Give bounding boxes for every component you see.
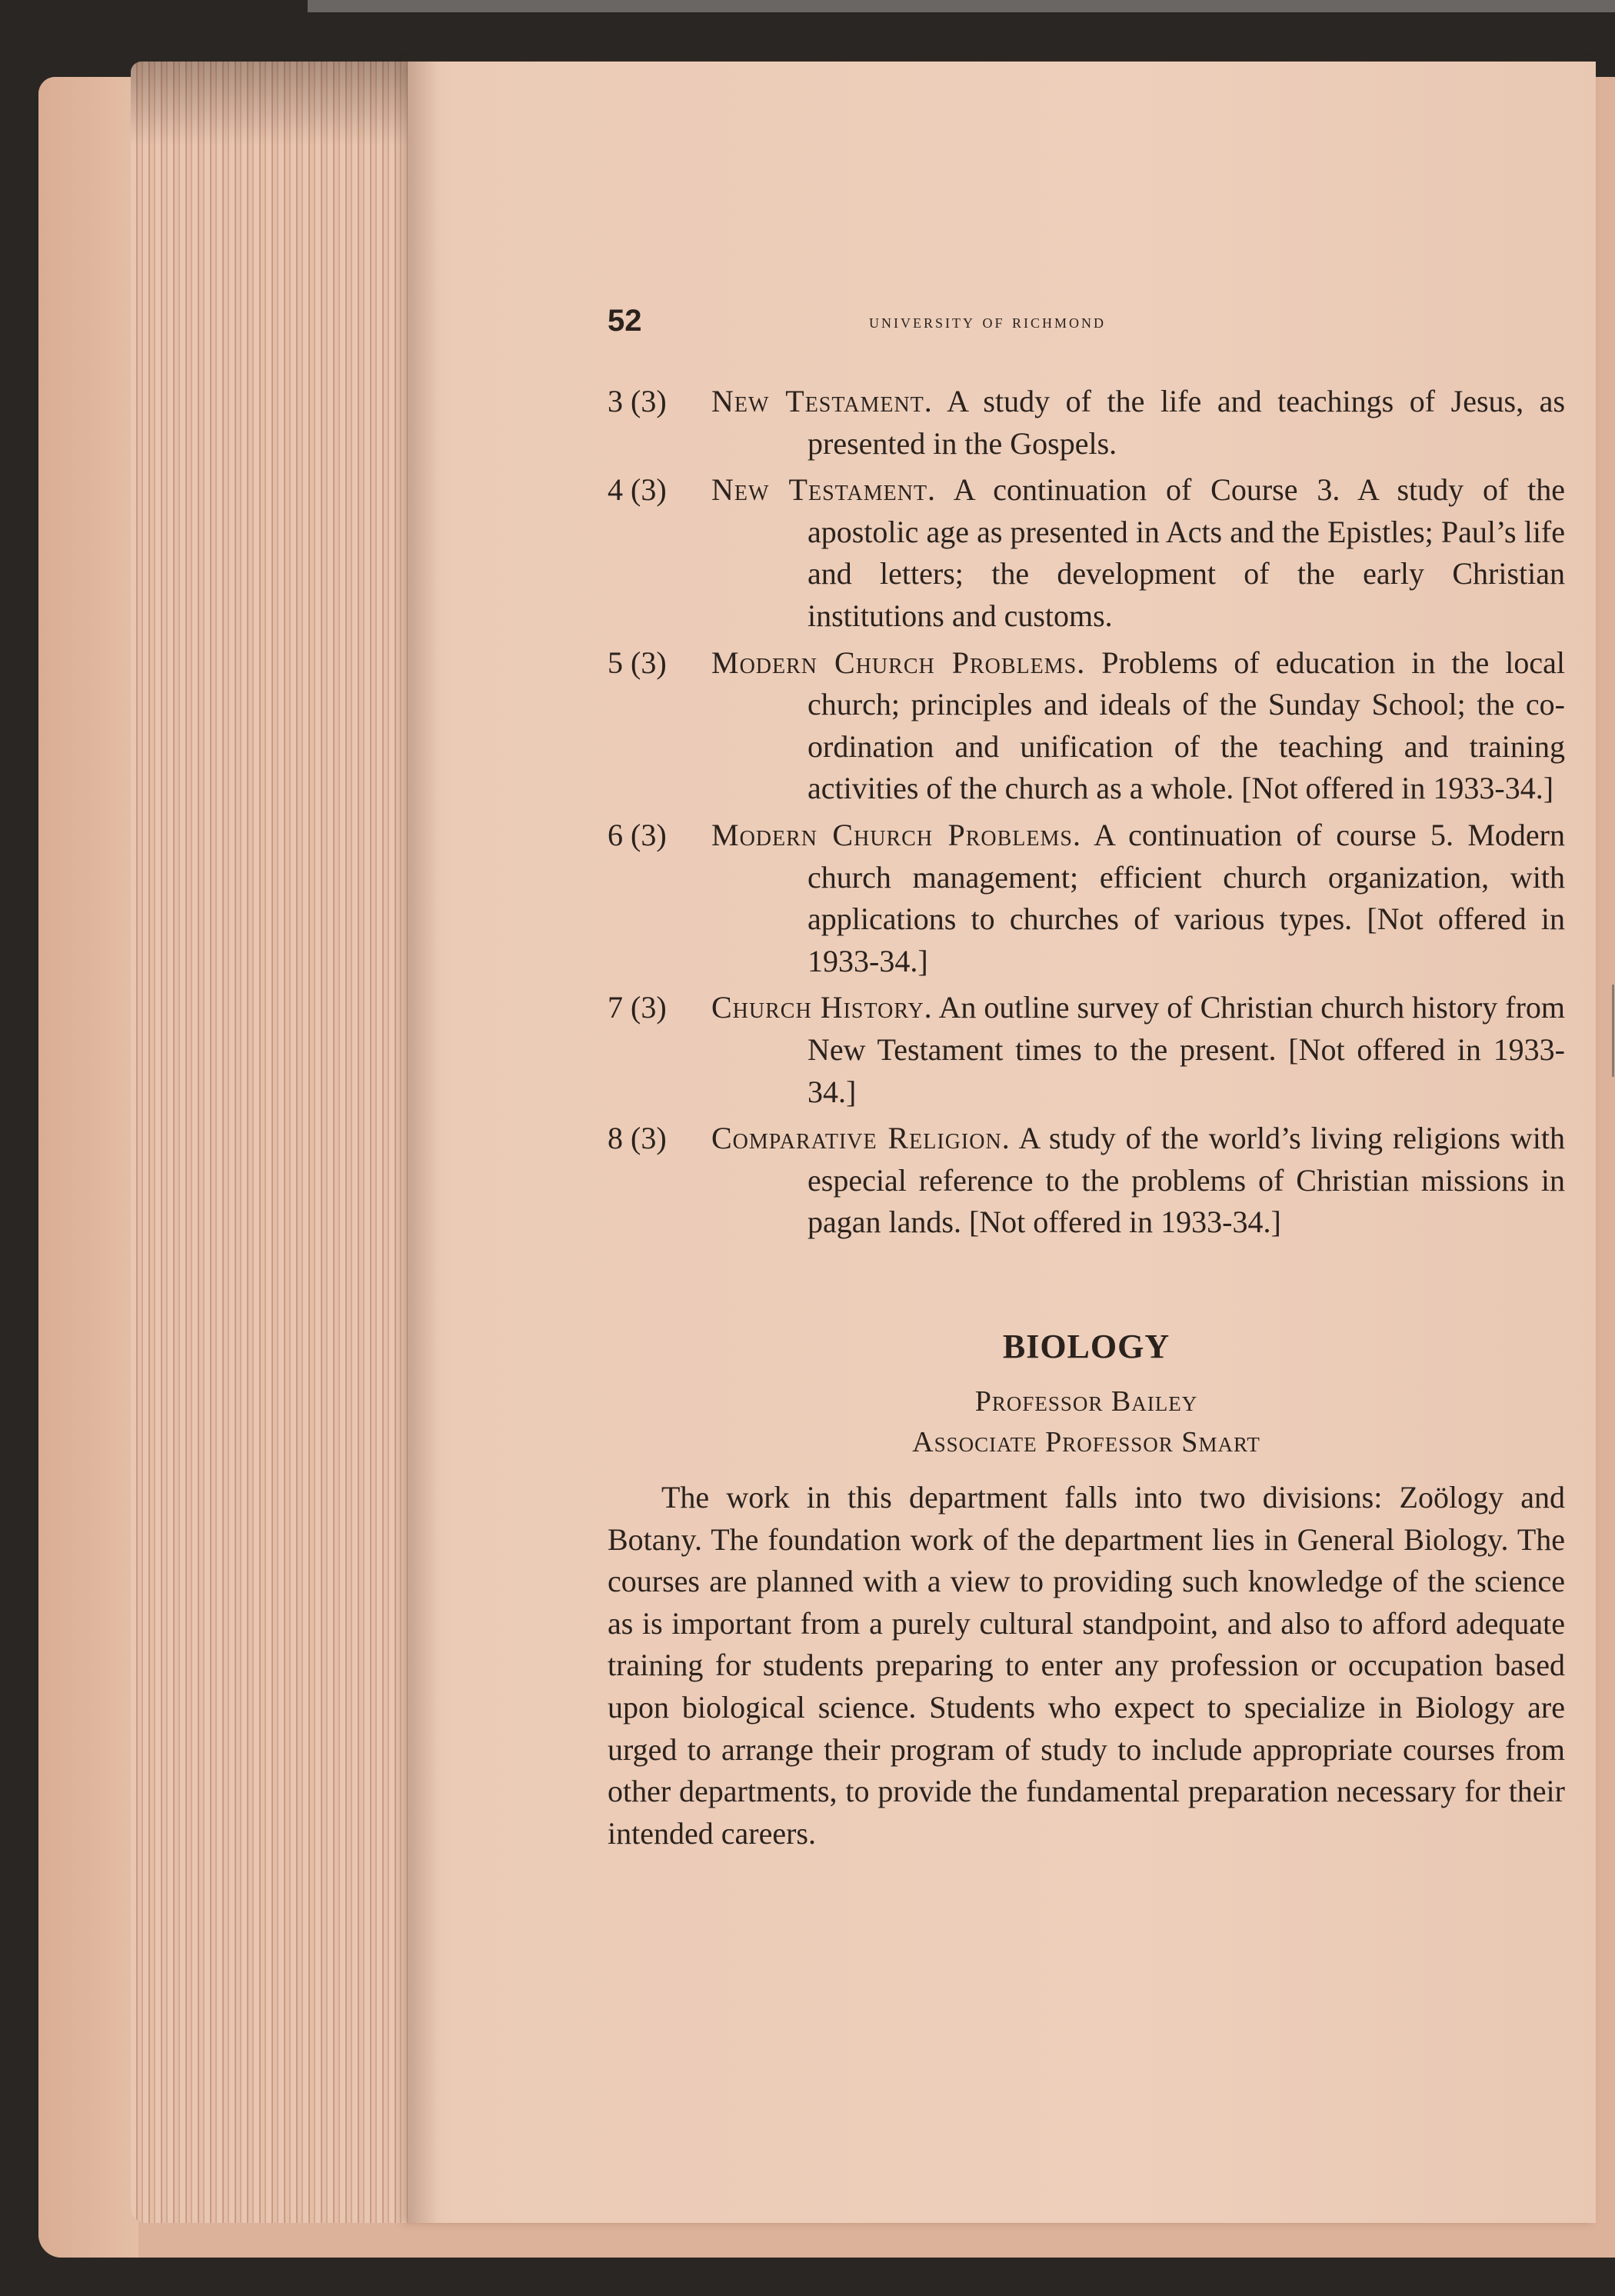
course-title: Church History. bbox=[711, 990, 933, 1025]
course-text bbox=[711, 1118, 1565, 1244]
course-text bbox=[711, 815, 1565, 982]
course-description: Problems of education in the local church; principles and ideals of the Sunday School; the co-ordination and unification of the teaching and training activities of the church as a whole. [Not offered in 1933-34.] bbox=[808, 645, 1565, 806]
course-text bbox=[711, 469, 1565, 637]
course-number: 3 (3) bbox=[608, 384, 667, 418]
course-entry bbox=[608, 469, 1565, 637]
course-number: 8 (3) bbox=[608, 1121, 667, 1156]
page-header bbox=[608, 304, 1561, 342]
course-entry bbox=[608, 381, 1565, 465]
course-description: A continuation of Course 3. A study of the apostolic age as presented in Acts and the Epistles; Paul’s life and letters; the development of the early Christian institutions and customs. bbox=[808, 472, 1565, 633]
faculty-name: Associate Professor Smart bbox=[912, 1426, 1260, 1458]
course-list bbox=[608, 381, 1565, 1248]
course-text bbox=[711, 642, 1565, 810]
course-entry bbox=[608, 815, 1565, 982]
department-intro-paragraph: The work in this department falls into two divisions: Zoölogy and Botany. The foundation work of the department lies in General Biology. The courses are planned with a view to providing such knowledge of the science as is important from a purely cultural standpoint, and also to afford adequate training for students preparing to enter any profession or occupation based upon biological science. Students who expect to specialize in Biology are urged to arrange their program of study to include appropriate courses from other departments, to provide the fundamental preparation necessary for their intended careers. bbox=[608, 1480, 1565, 1851]
course-number: 6 (3) bbox=[608, 817, 667, 852]
course-entry bbox=[608, 987, 1565, 1113]
course-title: Modern Church Problems. bbox=[711, 645, 1086, 680]
faculty-name: Professor Bailey bbox=[974, 1385, 1198, 1418]
scan-top-strip bbox=[308, 0, 1615, 12]
course-description: A study of the life and teachings of Jesus, as presented in the Gospels. bbox=[808, 384, 1566, 461]
course-description: A study of the world’s living religions with especial reference to the problems of Christian missions in pagan lands. [Not offered in 1933-34.] bbox=[808, 1121, 1565, 1240]
course-number: 4 (3) bbox=[608, 472, 667, 508]
spine-shadow bbox=[408, 62, 438, 2223]
section-heading: BIOLOGY bbox=[1002, 1328, 1170, 1365]
page-number: 52 bbox=[608, 304, 642, 338]
course-entry bbox=[608, 1118, 1565, 1244]
course-number: 5 (3) bbox=[608, 645, 667, 680]
course-description: An outline survey of Christian church history from New Testament times to the present. [Not offered in 1933-34.] bbox=[808, 990, 1566, 1109]
course-number: 7 (3) bbox=[608, 990, 667, 1025]
course-description: A continuation of course 5. Modern church management; efficient church organization, with applications to churches of various types. [Not offered in 1933-34.] bbox=[808, 817, 1565, 978]
course-title: Modern Church Problems. bbox=[711, 817, 1081, 852]
course-entry bbox=[608, 642, 1565, 810]
book-page-edges bbox=[131, 62, 423, 2223]
book-back-cover-shade bbox=[38, 77, 138, 2258]
course-title: Comparative Religion. bbox=[711, 1121, 1011, 1156]
course-title: New Testament. bbox=[711, 384, 933, 418]
scan-edge-mark bbox=[1612, 985, 1614, 1077]
running-head: university of richmond bbox=[869, 310, 1107, 332]
course-text bbox=[711, 987, 1565, 1113]
course-title: New Testament. bbox=[711, 472, 937, 508]
course-text bbox=[711, 381, 1565, 465]
